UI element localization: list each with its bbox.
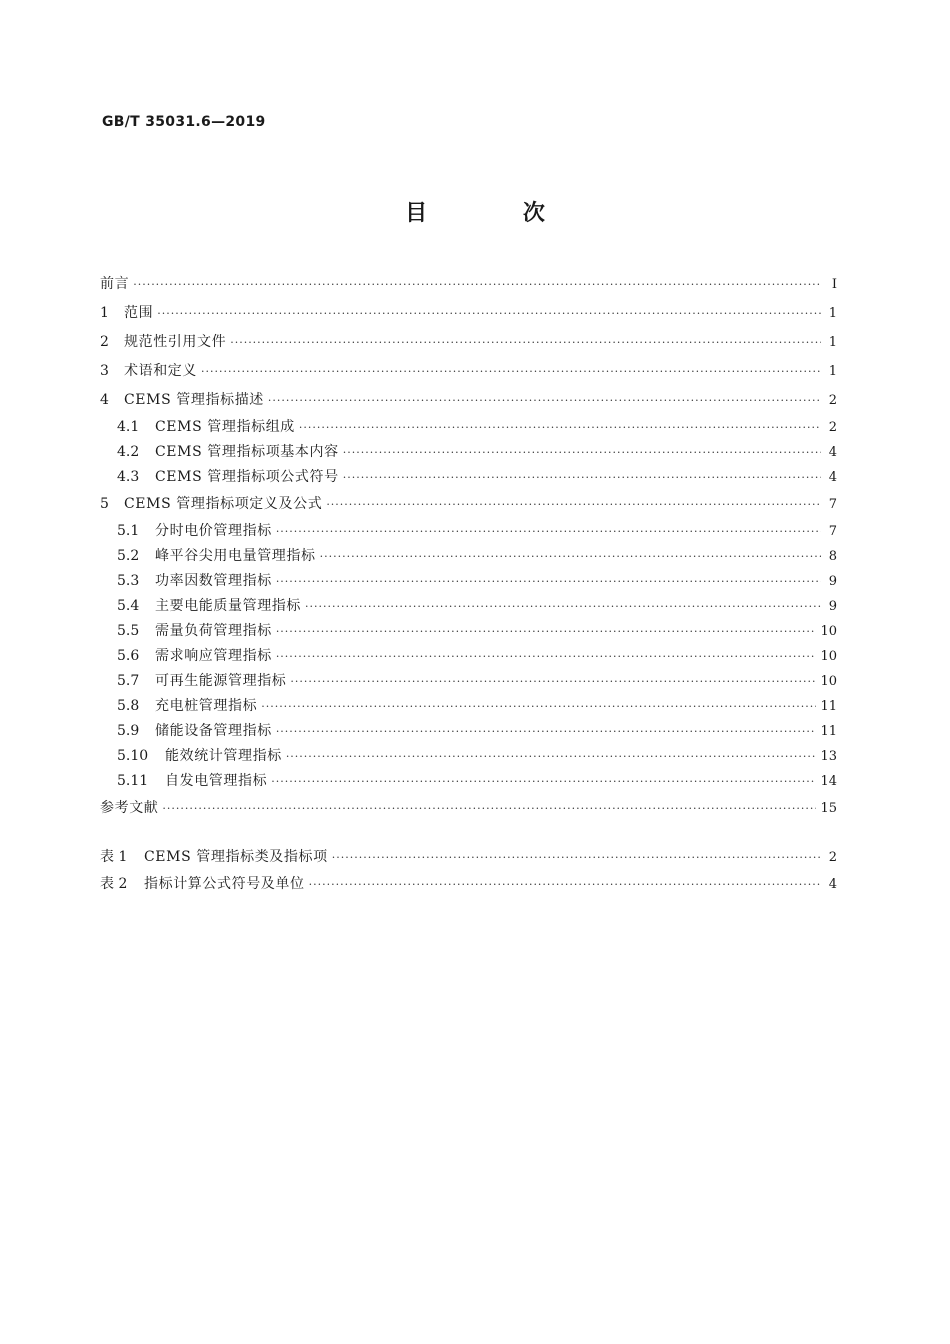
dot-leader [276, 569, 821, 594]
toc-entry-page: 11 [820, 699, 837, 714]
dot-leader [332, 843, 821, 872]
toc-entry-page: 11 [820, 724, 837, 739]
toc-entry-page: 4 [828, 470, 837, 485]
toc-entry-number: 4.3 [117, 469, 140, 485]
table-list-title: CEMS 管理指标类及指标项 [144, 849, 328, 865]
toc-entry-5-10[interactable] [100, 744, 837, 769]
toc-entry-number: 5.7 [117, 673, 140, 689]
table-list-entry-1[interactable] [100, 843, 837, 872]
toc-entry-number: 4 [100, 392, 109, 408]
toc-entry-5-7[interactable] [100, 669, 837, 694]
dot-leader [276, 644, 817, 669]
toc-entry-number: 5.3 [117, 573, 140, 589]
toc-entry-title: CEMS 管理指标组成 [155, 419, 295, 435]
page-title: 目 次 [405, 201, 589, 226]
toc-entry-title: 规范性引用文件 [124, 334, 227, 350]
dot-leader [201, 357, 821, 386]
toc-entry-page: 2 [828, 420, 837, 435]
toc-entry-5-8[interactable] [100, 694, 837, 719]
dot-leader [305, 594, 821, 619]
toc-entry-page: 9 [828, 574, 837, 589]
table-list-page: 2 [828, 850, 837, 865]
dot-leader [276, 519, 821, 544]
toc-entry-number: 3 [100, 363, 109, 379]
toc-entry-title: 参考文献 [100, 800, 159, 816]
table-list-entry-2[interactable] [100, 872, 837, 897]
toc-entry-title: 需求响应管理指标 [155, 648, 272, 664]
toc-entry-page: 2 [828, 393, 837, 408]
dot-leader [261, 694, 816, 719]
toc-entry-number: 4.2 [117, 444, 140, 460]
toc-entry-4-2[interactable] [100, 440, 837, 465]
toc-entry-title: 充电桩管理指标 [155, 698, 258, 714]
toc-entry-title: 能效统计管理指标 [165, 748, 282, 764]
toc-entry-title: CEMS 管理指标描述 [124, 392, 264, 408]
toc-entry-number: 5.11 [117, 773, 149, 789]
dot-leader [290, 669, 816, 694]
toc-entry-title: 前言 [100, 276, 130, 292]
dot-leader [157, 299, 821, 328]
toc-entry-4-1[interactable] [100, 415, 837, 440]
table-list-number: 表 2 [100, 876, 128, 892]
toc-entry-5-11[interactable] [100, 769, 837, 794]
toc-entry-number: 2 [100, 334, 109, 350]
toc-entry-5-2[interactable] [100, 544, 837, 569]
toc-entry-page: 14 [820, 774, 837, 789]
table-list-page: 4 [828, 877, 837, 892]
toc-entry-number: 5 [100, 496, 109, 512]
dot-leader [343, 440, 821, 465]
toc-entry-page: 9 [828, 599, 837, 614]
toc-entry-number: 5.9 [117, 723, 140, 739]
dot-leader [271, 769, 816, 794]
toc-entry-page: 8 [828, 549, 837, 564]
toc-entry-number: 5.2 [117, 548, 140, 564]
toc-entry-5-6[interactable] [100, 644, 837, 669]
toc-entry-number: 5.10 [117, 748, 149, 764]
toc-entry-number: 5.5 [117, 623, 140, 639]
toc-entry-page: 1 [828, 306, 837, 321]
toc-entry-title: 需量负荷管理指标 [155, 623, 272, 639]
toc-entry-number: 5.6 [117, 648, 140, 664]
toc-entry-title: 主要电能质量管理指标 [155, 598, 301, 614]
toc-entry-page: 1 [828, 335, 837, 350]
dot-leader [276, 619, 817, 644]
dot-leader [299, 415, 821, 440]
toc-entry-number: 5.1 [117, 523, 140, 539]
table-list-number: 表 1 [100, 849, 128, 865]
toc-entry-5-9[interactable] [100, 719, 837, 744]
toc-entry-number: 5.4 [117, 598, 140, 614]
toc-entry-scope[interactable] [100, 299, 837, 328]
toc-entry-page: 7 [828, 497, 837, 512]
toc-entry-page: 1 [828, 364, 837, 379]
toc-entry-title: 峰平谷尖用电量管理指标 [155, 548, 316, 564]
toc-entry-number: 1 [100, 305, 109, 321]
toc-entry-page: 13 [820, 749, 837, 764]
toc-entry-page: Ⅰ [831, 277, 837, 292]
toc-entry-title: CEMS 管理指标项公式符号 [155, 469, 339, 485]
toc-entry-title: 自发电管理指标 [165, 773, 268, 789]
toc-entry-foreword[interactable] [100, 270, 837, 299]
dot-leader [320, 544, 821, 569]
toc-entry-number: 5.8 [117, 698, 140, 714]
toc-entry-title: 储能设备管理指标 [155, 723, 272, 739]
toc-entry-page: 10 [820, 674, 837, 689]
toc-entry-page: 10 [820, 624, 837, 639]
toc-entry-page: 7 [828, 524, 837, 539]
toc-entry-5-5[interactable] [100, 619, 837, 644]
toc-entry-terms[interactable] [100, 357, 837, 386]
dot-leader [309, 872, 821, 897]
toc-entry-title: 范围 [124, 305, 154, 321]
toc-entry-page: 15 [820, 801, 837, 816]
standard-code: GB/T 35031.6—2019 [102, 114, 266, 130]
dot-leader [133, 270, 821, 299]
toc-entry-5-4[interactable] [100, 594, 837, 619]
toc-entry-title: CEMS 管理指标项定义及公式 [124, 496, 323, 512]
toc-entry-title: 功率因数管理指标 [155, 573, 272, 589]
dot-leader [230, 328, 821, 357]
toc-entry-title: 术语和定义 [124, 363, 197, 379]
dot-leader [326, 490, 821, 519]
dot-leader [286, 744, 817, 769]
toc-entry-5-1[interactable] [100, 519, 837, 544]
toc-entry-page: 4 [828, 445, 837, 460]
table-of-contents [100, 270, 837, 897]
dot-leader [268, 386, 821, 415]
toc-entry-bibliography[interactable] [100, 794, 837, 823]
toc-entry-number: 4.1 [117, 419, 140, 435]
toc-entry-5-3[interactable] [100, 569, 837, 594]
toc-entry-section-4[interactable] [100, 386, 837, 415]
toc-entry-4-3[interactable] [100, 465, 837, 490]
toc-entry-title: CEMS 管理指标项基本内容 [155, 444, 339, 460]
dot-leader [276, 719, 817, 744]
dot-leader [343, 465, 821, 490]
table-list-title: 指标计算公式符号及单位 [144, 876, 305, 892]
toc-entry-normative-references[interactable] [100, 328, 837, 357]
toc-entry-title: 可再生能源管理指标 [155, 673, 287, 689]
toc-entry-section-5[interactable] [100, 490, 837, 519]
toc-entry-page: 10 [820, 649, 837, 664]
toc-entry-title: 分时电价管理指标 [155, 523, 272, 539]
dot-leader [162, 794, 816, 823]
